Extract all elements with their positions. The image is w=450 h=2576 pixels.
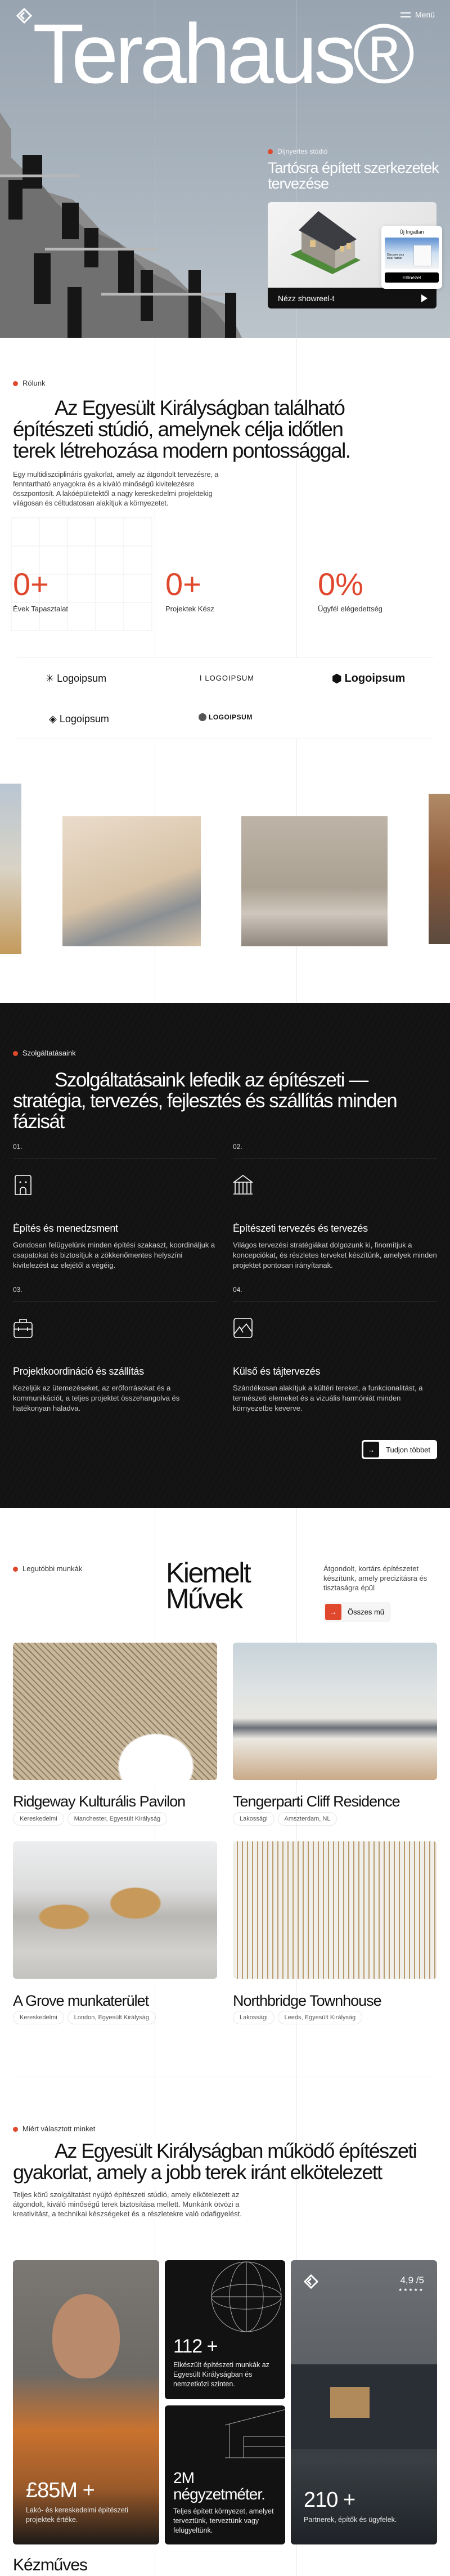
- gallery-image-desert: [0, 784, 21, 954]
- accent-dot: [13, 381, 18, 386]
- stat-card-desc: Partnerek, építők és ügyfelek.: [304, 2516, 397, 2524]
- about-label: [13, 379, 45, 387]
- brand-title: Terahaus®: [33, 6, 412, 101]
- terahaus-logo-icon[interactable]: [16, 8, 32, 24]
- service-desc: Szándékosan alakítjuk a kültéri tereket, a funkcionalitást, a természeti elemeket és a vizuális harmóniát minden környezetbe keverve.: [233, 1384, 423, 1412]
- stat-label: Évek Tapasztalat: [13, 605, 69, 613]
- project-title[interactable]: Ridgeway Kulturális Pavilon: [13, 1793, 186, 1810]
- building-icon: [13, 1175, 33, 1195]
- services-label: [13, 1049, 76, 1057]
- showreel-bar[interactable]: [268, 288, 436, 308]
- stat-card-number: 210 +: [304, 2488, 356, 2512]
- portrait-photo: [52, 2294, 120, 2378]
- project-image[interactable]: [13, 1841, 217, 1979]
- stat-card-value: [13, 2260, 159, 2544]
- award-badge: [268, 147, 327, 155]
- services-section: [0, 1003, 450, 1508]
- showreel-label: Nézz showreel-t: [278, 293, 335, 303]
- project-title[interactable]: A Grove munkaterület: [13, 1992, 149, 2009]
- works-label-text: Legutóbbi munkák: [22, 1564, 83, 1573]
- house-model-image: [285, 207, 363, 280]
- logo-text: Logoipsum: [59, 713, 109, 724]
- rating-value: 4,9 /5: [400, 2275, 424, 2286]
- hero-headline: Tartósra épített szerkezetek tervezése: [268, 159, 439, 192]
- services-heading: Szolgáltatásaink lefedik az építészeti — stratégia, tervezés, fejlesztés és szállítás minden fázisát: [13, 1069, 397, 1133]
- why-section: [0, 2077, 450, 2576]
- about-paragraph: Egy multidiszciplináris gyakorlat, amely az átgondolt tervezésre, a fenntartható anyagokra és a kiváló minőségű kivitelezésre összpontosít. A lakóépületektől a nagy kereskedelmi projektekig világosan és céltudatosan alakítjuk a környezetet.: [13, 470, 219, 507]
- stat-card-partners: [291, 2260, 437, 2544]
- stat-value: 0%: [318, 566, 363, 602]
- preview-tagline: Discover your ideal habitat: [387, 253, 404, 260]
- tag-location: Leeds, Egyesült Királyság: [278, 2011, 363, 2024]
- mini-card-title: Új Ingatlan: [399, 229, 424, 235]
- wheat-logo-icon: ǀ: [200, 674, 202, 682]
- stat-years: [13, 566, 69, 613]
- client-logos: [16, 658, 434, 739]
- hexagon-logo-icon: ⬢: [332, 673, 342, 685]
- gallery-image-chair: [429, 794, 450, 944]
- learn-more-button[interactable]: [362, 1440, 437, 1459]
- client-logo: [46, 673, 106, 685]
- why-label: [13, 2125, 95, 2133]
- tag-category: Lakossági: [233, 2011, 274, 2024]
- project-title[interactable]: Tengerparti Cliff Residence: [233, 1793, 400, 1810]
- stat-card-number: 112 +: [173, 2336, 218, 2357]
- star-rating-icons: ★★★★★: [398, 2287, 424, 2292]
- stat-value: 0+: [165, 566, 201, 602]
- landscape-icon: [233, 1318, 253, 1338]
- why-label-text: Miért választott minket: [22, 2125, 96, 2133]
- new-property-card[interactable]: [381, 226, 442, 289]
- website-preview-image: [385, 238, 439, 269]
- tag-location: Manchester, Egyesült Királyság: [68, 1812, 167, 1826]
- service-desc: Kezeljük az ütemezéseket, az erőforrásokat és a kommunikációt, a teljes projektet összehangolva és hatékonyan haladva.: [13, 1384, 180, 1412]
- stat-card-number: £85M +: [26, 2479, 94, 2502]
- about-heading: Az Egyesült Királyságban található építészeti stúdió, amelynek célja időtlen terek létrehozása modern pontossággal.: [13, 396, 350, 462]
- client-logo: [200, 674, 254, 682]
- accent-dot: [13, 1051, 18, 1056]
- stat-card-works: [165, 2260, 285, 2399]
- arrow-right-icon: →: [325, 1604, 341, 1620]
- stat-value: 0+: [13, 566, 49, 602]
- about-section: [0, 338, 450, 653]
- hero-section: [0, 0, 450, 338]
- stat-satisfaction: [318, 566, 382, 613]
- all-works-label: Összes mű: [348, 1608, 385, 1616]
- institution-icon: [233, 1175, 253, 1195]
- project-title[interactable]: Northbridge Townhouse: [233, 1992, 381, 2009]
- service-title: Építés és menedzsment: [13, 1223, 118, 1234]
- project-image[interactable]: [233, 1841, 437, 1979]
- why-text-block: [13, 2140, 437, 2219]
- arrow-right-icon: →: [363, 1442, 379, 1457]
- tag-category: Lakossági: [233, 1812, 274, 1826]
- play-icon[interactable]: [421, 294, 428, 302]
- project-image[interactable]: [233, 1643, 437, 1780]
- service-desc: Gondosan felügyelünk minden építési szakaszt, koordináljuk a csapatokat és biztosítjuk a zökkenőmentes helyszíni kivitelezést az elejétől a végéig.: [13, 1241, 215, 1269]
- briefcase-icon: [13, 1318, 33, 1338]
- stat-projects: [165, 566, 214, 613]
- logo-text: LOGOIPSUM: [209, 713, 253, 721]
- works-heading-line: Kiemelt: [166, 1557, 250, 1589]
- stat-label: Projektek Kész: [165, 605, 214, 613]
- preview-button[interactable]: Előnézet: [385, 272, 439, 283]
- accent-dot: [268, 149, 273, 154]
- house-outline-icon: [224, 2408, 285, 2459]
- service-number: 01.: [13, 1143, 22, 1151]
- service-number: 03.: [13, 1286, 22, 1294]
- service-number: 04.: [233, 1286, 242, 1294]
- tag-category: Kereskedelmi: [13, 2011, 64, 2024]
- service-title: Külső és tájtervezés: [233, 1366, 321, 1377]
- next-section-heading: Kézműves: [13, 2556, 88, 2574]
- about-label-text: Rólunk: [22, 379, 46, 387]
- works-intro: Átgondolt, kortárs építészetet készítünk, amely precizitásra és tisztaságra épül: [323, 1564, 428, 1592]
- service-item[interactable]: [233, 1286, 437, 1414]
- all-works-button[interactable]: [323, 1602, 391, 1622]
- service-item[interactable]: [13, 1286, 217, 1414]
- service-item[interactable]: [233, 1143, 437, 1271]
- project-tags: [233, 1812, 337, 1826]
- client-logo: [199, 713, 253, 721]
- modern-house-photo: [291, 2364, 437, 2449]
- stat-card-desc: Teljes épített környezet, amelyet terveztünk, terveztünk vagy felügyeltünk.: [173, 2507, 274, 2534]
- stat-card-number: 2M négyzetméter.: [173, 2469, 265, 2503]
- service-number: 02.: [233, 1143, 242, 1151]
- works-label: [13, 1564, 82, 1573]
- services-label-text: Szolgáltatásaink: [22, 1049, 76, 1057]
- project-tags: [233, 2011, 362, 2024]
- logo-text: Logoipsum: [57, 673, 107, 684]
- diamond-logo-icon: ◈: [49, 713, 57, 724]
- why-heading: Az Egyesült Királyságban működő építészeti gyakorlat, amely a jobb terek iránt elkötelezett: [13, 2139, 417, 2184]
- project-tags: [13, 2011, 156, 2024]
- tag-location: Amszterdam, NL: [278, 1812, 338, 1826]
- accent-dot: [13, 1567, 18, 1572]
- globe-wireframe-icon: [210, 2260, 283, 2333]
- tag-location: London, Egyesült Királyság: [68, 2011, 156, 2024]
- works-section: [0, 1508, 450, 2071]
- terahaus-logo-icon: [304, 2274, 318, 2289]
- stat-card-desc: Elkészült építészeti munkák az Egyesült Királyságban és nemzetközi szinten.: [173, 2361, 269, 2388]
- service-desc: Világos tervezési stratégiákat dolgozunk ki, finomítjuk a koncepciókat, és részletes terveket készítünk, amelyek minden projektet pontosan irányítanak.: [233, 1241, 437, 1269]
- rating: [398, 2275, 424, 2292]
- accent-dot: [13, 2127, 18, 2132]
- award-text: Díjnyertes stúdió: [277, 147, 328, 155]
- learn-more-label: Tudjon többet: [386, 1445, 431, 1454]
- snowflake-logo-icon: ✳: [46, 673, 55, 684]
- service-title: Építészeti tervezés és tervezés: [233, 1223, 368, 1234]
- service-item[interactable]: [13, 1143, 217, 1271]
- why-paragraph: Teljes körű szolgáltatást nyújtó építészeti stúdió, amely elkötelezett az átgondolt, kiváló minőségű terek biztosítása mellett. Munkánk ötvözi a kreativitást, a technikai készségeket és a részletekre való odafigyelést.: [13, 2190, 242, 2218]
- works-heading: [166, 1557, 250, 1615]
- about-text-block: [13, 397, 407, 508]
- stat-card-desc: Lakó- és kereskedelmi építészeti projektek értéke.: [26, 2506, 129, 2524]
- project-image[interactable]: [13, 1643, 217, 1780]
- lion-logo-icon: [199, 713, 206, 721]
- client-logo: [49, 713, 109, 725]
- client-logo: [332, 672, 405, 686]
- logo-text: LOGOIPSUM: [205, 674, 255, 682]
- gallery-image-lounge: [241, 816, 388, 946]
- project-tags: [13, 1812, 167, 1826]
- tag-category: Kereskedelmi: [13, 1812, 64, 1826]
- stat-label: Ügyfél elégedettség: [318, 605, 382, 613]
- gallery-image-stair: [62, 816, 201, 946]
- service-title: Projektkoordináció és szállítás: [13, 1366, 144, 1377]
- works-heading-line: Művek: [166, 1583, 242, 1615]
- logo-text: Logoipsum: [344, 672, 406, 685]
- menu-label: Menü: [415, 10, 435, 19]
- stat-card-area: [165, 2405, 285, 2544]
